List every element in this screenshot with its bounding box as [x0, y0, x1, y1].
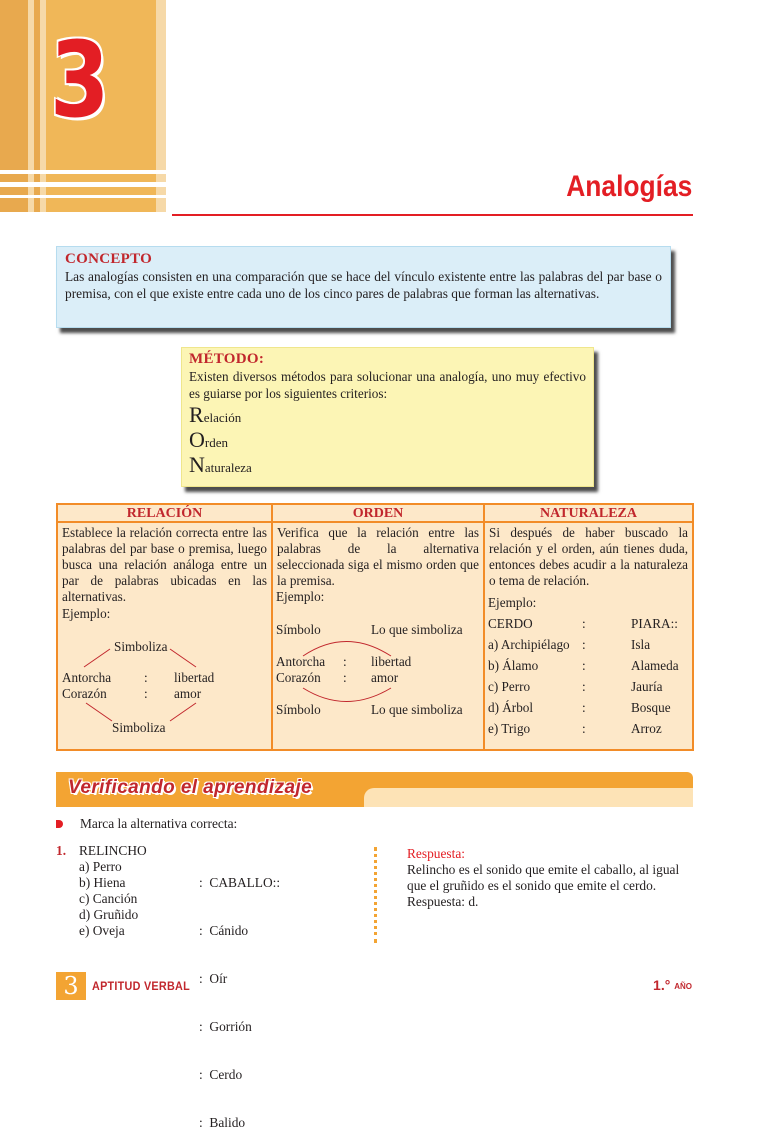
naturaleza-row-2-left: b) Álamo: [488, 658, 539, 673]
concept-text: Las analogías consisten en una comparación que se hace del vínculo existente entre las palabras del par base o premisa, con el que existe entre cada uno de los cinco pares de palabras que forman las alternativas.: [65, 269, 662, 301]
answer-line-2: que el gruñido es el sonido que emite el cerdo.: [407, 878, 657, 893]
naturaleza-column: [483, 505, 692, 749]
question-number: 1.: [56, 843, 67, 858]
orden-bottom-left: Símbolo: [276, 702, 321, 717]
subject-label: APTITUD VERBAL: [92, 979, 190, 993]
section-bar-highlight: [364, 788, 693, 807]
option-d-right: : Cerdo: [199, 1067, 243, 1082]
naturaleza-row-5-left: e) Trigo: [488, 721, 531, 736]
relacion-row-1-left: Antorcha: [62, 670, 112, 685]
concept-heading: CONCEPTO: [65, 251, 153, 267]
title-divider: [172, 214, 693, 216]
method-box: [181, 347, 594, 487]
question-left-column: [79, 843, 147, 939]
page-title: Analogías: [565, 170, 692, 203]
naturaleza-row-5-right: Arroz: [631, 721, 662, 736]
criterion-naturaleza: Naturaleza: [189, 452, 252, 477]
bullet-icon: [56, 820, 63, 828]
relacion-top-label: Simboliza: [114, 639, 168, 654]
relacion-row-2-sep: :: [144, 686, 148, 701]
naturaleza-row-2-sep: :: [582, 658, 586, 673]
naturaleza-row-1-right: Isla: [631, 637, 651, 652]
naturaleza-row-3-right: Jauría: [631, 679, 663, 694]
answer-line-3: Respuesta: d.: [407, 894, 479, 909]
section-header-bar: [56, 772, 693, 807]
option-b-right: : Oír: [199, 971, 228, 986]
relacion-row-2-left: Corazón: [62, 686, 107, 701]
orden-bottom-right: Lo que simboliza: [371, 702, 463, 717]
naturaleza-row-0-right: PIARA::: [631, 616, 678, 631]
method-text: Existen diversos métodos para solucionar una analogía, uno muy efectivo es guiarse por los siguientes criterios:: [189, 369, 586, 401]
orden-row-1-sep: :: [343, 654, 347, 669]
concept-box: [56, 246, 671, 328]
orden-heading: ORDEN: [273, 505, 483, 523]
naturaleza-row-1-sep: :: [582, 637, 586, 652]
orden-row-1-right: libertad: [371, 654, 412, 669]
orden-example-label: Ejemplo:: [276, 589, 325, 604]
naturaleza-row-0-left: CERDO: [488, 616, 533, 631]
answer-line-1: Relincho es el sonido que emite el caballo, al igual: [407, 862, 680, 877]
question-right-column: [199, 843, 280, 1147]
naturaleza-row-4-left: d) Árbol: [488, 700, 534, 715]
orden-top-right: Lo que simboliza: [371, 622, 463, 637]
orden-row-2-right: amor: [371, 670, 399, 685]
question-premise-left: RELINCHO: [79, 843, 147, 858]
naturaleza-example-label: Ejemplo:: [488, 595, 537, 610]
method-heading: MÉTODO:: [189, 351, 265, 367]
dotted-divider: [374, 847, 377, 943]
option-c-left: c) Canción: [79, 891, 138, 906]
chapter-number: 3: [50, 19, 108, 141]
orden-column: [271, 505, 483, 749]
relacion-text: Establece la relación correcta entre las palabras del par base o premisa, luego busca una relación análoga entre un par de palabras ubicadas en las alternativas.: [62, 525, 267, 604]
naturaleza-row-3-left: c) Perro: [488, 679, 531, 694]
orden-row-2-left: Corazón: [276, 670, 321, 685]
section-title: Verificando el aprendizaje: [68, 777, 313, 798]
page-number: 3: [56, 972, 86, 1000]
naturaleza-row-4-sep: :: [582, 700, 586, 715]
naturaleza-heading: NATURALEZA: [485, 505, 692, 523]
naturaleza-row-5-sep: :: [582, 721, 586, 736]
orden-top-left: Símbolo: [276, 622, 321, 637]
option-e-right: : Balido: [199, 1115, 246, 1130]
orden-text: Verifica que la relación entre las palabras de la alternativa seleccionada siga el mismo orden que la premisa.: [277, 525, 479, 588]
option-a-left: a) Perro: [79, 859, 122, 874]
naturaleza-row-3-sep: :: [582, 679, 586, 694]
relacion-bottom-label: Simboliza: [112, 720, 166, 735]
option-e-left: e) Oveja: [79, 923, 125, 938]
option-c-right: : Gorrión: [199, 1019, 252, 1034]
naturaleza-text: Si después de haber buscado la relación y el orden, aún tienes duda, entonces debes acudir a la naturaleza o tema de relación.: [489, 525, 688, 588]
naturaleza-row-2-right: Alameda: [631, 658, 679, 673]
answer-block: [407, 846, 697, 910]
relacion-row-2-right: amor: [174, 686, 202, 701]
orden-row-2-sep: :: [343, 670, 347, 685]
answer-label: Respuesta:: [407, 846, 466, 861]
relacion-row-1-right: libertad: [174, 670, 215, 685]
instruction-text: Marca la alternativa correcta:: [80, 816, 238, 831]
option-d-left: d) Gruñido: [79, 907, 139, 922]
naturaleza-row-1-left: a) Archipiélago: [488, 637, 570, 652]
naturaleza-row-0-sep: :: [582, 616, 586, 631]
option-a-right: : Cánido: [199, 923, 249, 938]
orden-row-1-left: Antorcha: [276, 654, 326, 669]
relacion-row-1-sep: :: [144, 670, 148, 685]
question-premise-right: : CABALLO::: [199, 875, 281, 890]
naturaleza-row-4-right: Bosque: [631, 700, 671, 715]
option-b-left: b) Hiena: [79, 875, 126, 890]
grade-label: 1.° AÑO: [653, 977, 692, 993]
relacion-column: [58, 505, 271, 749]
criteria-table: [56, 503, 694, 751]
criterion-relacion: Relación: [189, 402, 242, 427]
criterion-orden: Orden: [189, 427, 228, 452]
relacion-heading: RELACIÓN: [58, 505, 271, 523]
relacion-example-label: Ejemplo:: [62, 606, 111, 621]
